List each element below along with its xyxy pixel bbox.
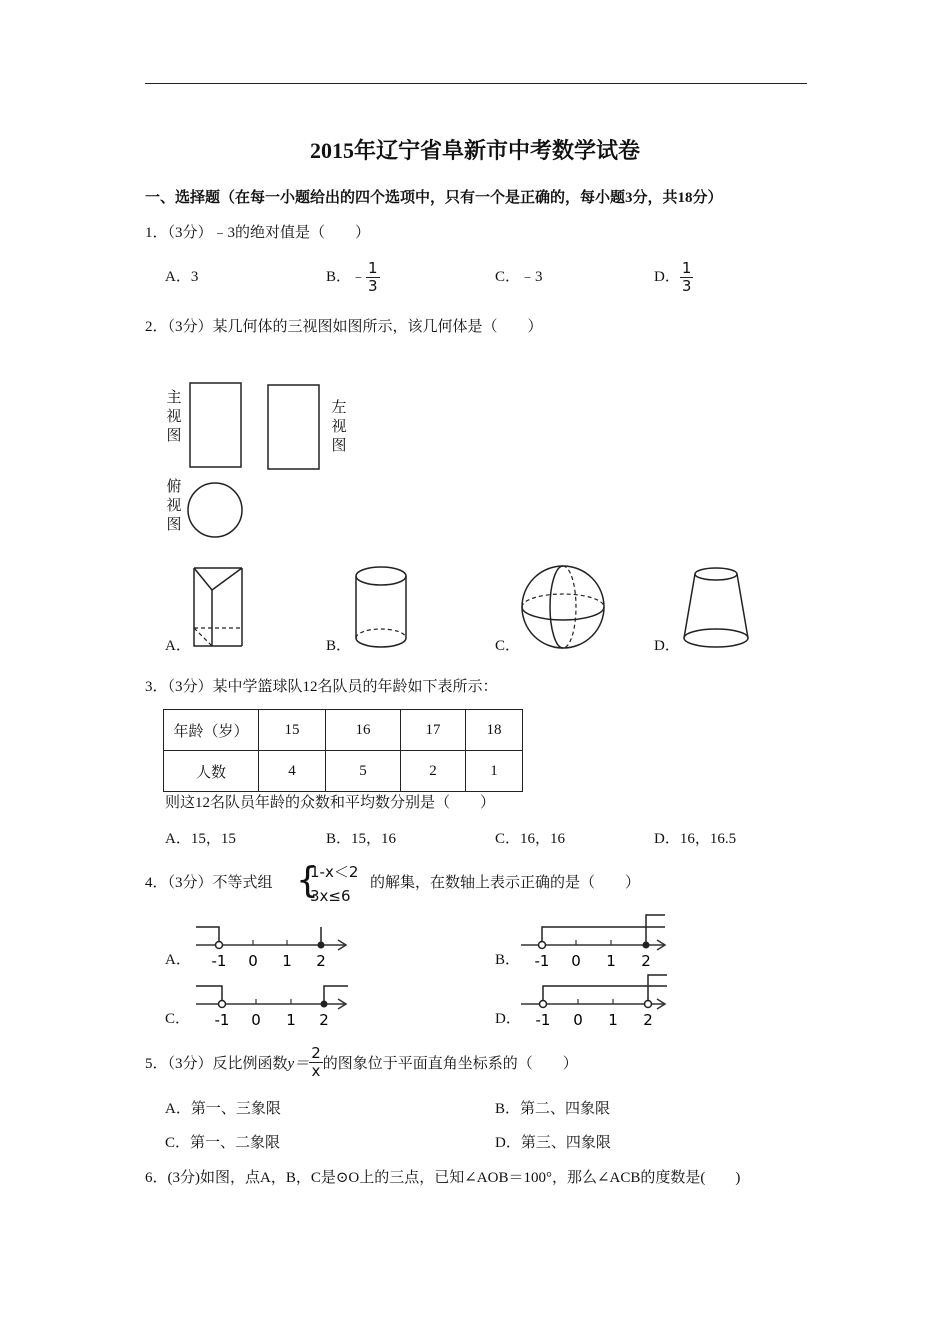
table-row <box>164 710 523 751</box>
tick-label: 2 <box>641 952 651 970</box>
tick-label: 2 <box>316 952 326 970</box>
front-view-rect <box>190 383 241 467</box>
q6-stem: 6．(3分)如图，点A，B，C是⊙O上的三点，已知∠AOB＝100°，那么∠ACB的度数是( ) <box>145 1170 741 1186</box>
left-view-label <box>330 398 348 455</box>
left-view-rect <box>268 385 319 469</box>
q3-option-d: D．16，16.5 <box>654 831 737 847</box>
q5-stem-suffix: 的图象位于平面直角坐标系的（ ） <box>322 1056 578 1072</box>
top-view-circle <box>188 483 242 537</box>
q5-function-fraction <box>309 1045 323 1080</box>
q3-option-c: C．16，16 <box>495 831 566 847</box>
tick-label: -1 <box>211 952 227 970</box>
q4-option-a: A． <box>165 952 191 968</box>
q3-option-a: A．15，15 <box>165 831 236 847</box>
q5-option-d: D．第三、四象限 <box>495 1135 611 1151</box>
q4-number-line-c <box>190 975 360 1030</box>
q4-stem-suffix: 的解集，在数轴上表示正确的是（ ） <box>370 875 641 891</box>
brace-icon: { <box>296 860 319 901</box>
q4-number-line-d <box>515 970 675 1030</box>
q5-function-lhs: y＝ <box>287 1056 310 1072</box>
tick-label: -1 <box>534 952 550 970</box>
tick-label: 1 <box>608 1011 618 1029</box>
tick-label: 2 <box>643 1011 653 1029</box>
top-view-label <box>165 477 183 534</box>
tick-label: 2 <box>319 1011 329 1029</box>
q5-stem-prefix: 5．（3分）反比例函数 <box>145 1056 288 1072</box>
table-cell: 15 <box>259 710 326 751</box>
q1-option-b-fraction <box>366 260 380 295</box>
q5-option-c: C．第一、二象限 <box>165 1135 281 1151</box>
label-char: 图 <box>166 426 182 444</box>
q3-option-b: B．15，16 <box>326 831 397 847</box>
cylinder-figure <box>350 562 412 654</box>
section-heading: 一、选择题（在每一小题给出的四个选项中，只有一个是正确的，每小题3分，共18分） <box>145 190 723 206</box>
q1-option-b-sign: ﹣ <box>351 269 367 285</box>
label-char: 视 <box>166 407 182 425</box>
q1-stem: 1．（3分）﹣3的绝对值是（ ） <box>145 225 371 241</box>
label-char: 图 <box>331 436 347 454</box>
fraction-numerator: 2 <box>311 1044 321 1062</box>
table-cell: 17 <box>401 710 466 751</box>
table-cell: 18 <box>466 710 523 751</box>
q1-option-b-label: B． <box>326 269 352 285</box>
tick-label: 1 <box>282 952 292 970</box>
q3-stem: 3．（3分）某中学篮球队12名队员的年龄如下表所示： <box>145 679 498 695</box>
table-cell: 2 <box>401 751 466 792</box>
frustum-figure <box>678 562 754 654</box>
tick-label: -1 <box>535 1011 551 1029</box>
q4-number-line-b <box>515 910 675 971</box>
fraction-denominator: 3 <box>681 277 692 296</box>
fraction-denominator: 3 <box>368 277 378 296</box>
q2-stem: 2．（3分）某几何体的三视图如图所示，该几何体是（ ） <box>145 319 543 335</box>
tick-label: 0 <box>571 952 581 970</box>
label-char: 主 <box>166 388 182 406</box>
q4-inequality-2: 3x≤6 <box>310 887 351 905</box>
table-cell: 16 <box>326 710 401 751</box>
q1-option-d <box>654 258 693 296</box>
tick-label: 0 <box>573 1011 583 1029</box>
front-view-label <box>165 388 183 445</box>
table-header-cell: 年龄（岁） <box>164 710 259 751</box>
table-cell: 4 <box>259 751 326 792</box>
q2-option-b: B． <box>326 638 352 654</box>
q4-inequality-1: 1-x＜2 <box>310 863 359 881</box>
q2-option-c: C． <box>495 638 521 654</box>
q4-option-b: B． <box>495 952 521 968</box>
tick-label: 1 <box>606 952 616 970</box>
label-char: 视 <box>331 417 347 435</box>
header-rule <box>145 83 807 84</box>
tick-label: 0 <box>248 952 258 970</box>
q1-option-d-label: D． <box>654 269 680 285</box>
table-header-cell: 人数 <box>164 751 259 792</box>
tick-label: 1 <box>286 1011 296 1029</box>
q5-option-a: A．第一、三象限 <box>165 1101 281 1117</box>
tick-label: -1 <box>214 1011 230 1029</box>
q1-option-b <box>326 258 380 296</box>
label-char: 视 <box>166 496 182 514</box>
triangular-prism-figure <box>188 562 248 654</box>
q4-stem-prefix: 4．（3分）不等式组 <box>145 875 273 891</box>
q3-age-table <box>163 709 523 792</box>
q2-option-d: D． <box>654 638 680 654</box>
q4-option-d: D． <box>495 1011 521 1027</box>
label-char: 左 <box>331 398 347 416</box>
q1-option-a: A．3 <box>165 269 199 285</box>
label-char: 图 <box>166 515 182 533</box>
q4-inequality-system <box>310 860 358 908</box>
q4-option-c: C． <box>165 1011 191 1027</box>
fraction-numerator: 1 <box>681 259 692 278</box>
table-cell: 5 <box>326 751 401 792</box>
fraction-numerator: 1 <box>368 259 378 278</box>
table-cell: 1 <box>466 751 523 792</box>
q3-followup: 则这12名队员年龄的众数和平均数分别是（ ） <box>165 795 496 811</box>
q1-option-c: C．﹣3 <box>495 269 543 285</box>
label-char: 俯 <box>166 477 182 495</box>
tick-label: 0 <box>251 1011 261 1029</box>
q1-option-d-fraction <box>680 260 694 295</box>
q2-option-a: A． <box>165 638 191 654</box>
sphere-figure <box>518 562 608 654</box>
q5-stem <box>145 1045 578 1085</box>
fraction-denominator: x <box>311 1062 321 1080</box>
q5-option-b: B．第二、四象限 <box>495 1101 611 1117</box>
page-title: 2015年辽宁省阜新市中考数学试卷 <box>309 138 640 163</box>
q4-number-line-a <box>190 916 360 971</box>
table-row <box>164 751 523 792</box>
